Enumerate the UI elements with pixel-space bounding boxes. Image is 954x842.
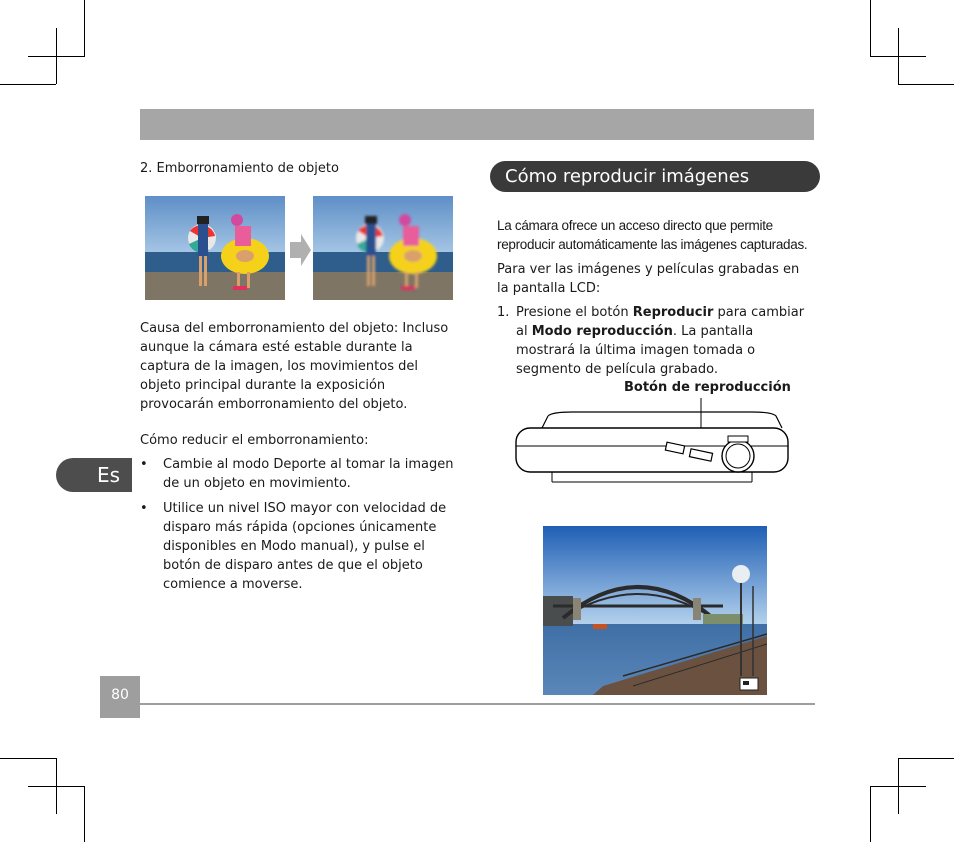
beach-photo-sharp xyxy=(145,196,285,300)
camera-top-view xyxy=(512,398,792,486)
playback-button-callout: Botón de reproducción xyxy=(624,380,791,395)
intro-paragraph: La cámara ofrece un acceso directo que permite reproducir automáticamente las imágenes capturadas. xyxy=(497,218,808,252)
footer-rule xyxy=(140,703,815,705)
reduce-blur-heading: Cómo reducir el emborronamiento: xyxy=(140,433,369,448)
page-number: 80 xyxy=(100,676,140,718)
step-text: Presione el botón Reproducir para cambiar al Modo reproducción. La pantalla mostrará la última imagen tomada o segmento de película grabado. xyxy=(516,305,805,377)
header-bar xyxy=(140,109,814,140)
blur-cause-paragraph: Causa del emborronamiento del objeto: Incluso aunque la cámara esté estable durante la captura de la imagen, los movimientos del objeto principal durante la exposición provocarán emborronamiento del objeto. xyxy=(140,321,449,412)
language-tab: Es xyxy=(56,458,132,492)
beach-photo-blurred xyxy=(313,196,453,300)
arrow-right-icon xyxy=(288,232,312,268)
item-heading: 2. Emborronamiento de objeto xyxy=(140,161,339,176)
step-number: 1. xyxy=(497,305,510,320)
lead-paragraph: Para ver las imágenes y películas grabadas en la pantalla LCD: xyxy=(497,262,800,296)
harbour-bridge-photo xyxy=(543,526,767,695)
section-title: Cómo reproducir imágenes xyxy=(490,161,820,192)
